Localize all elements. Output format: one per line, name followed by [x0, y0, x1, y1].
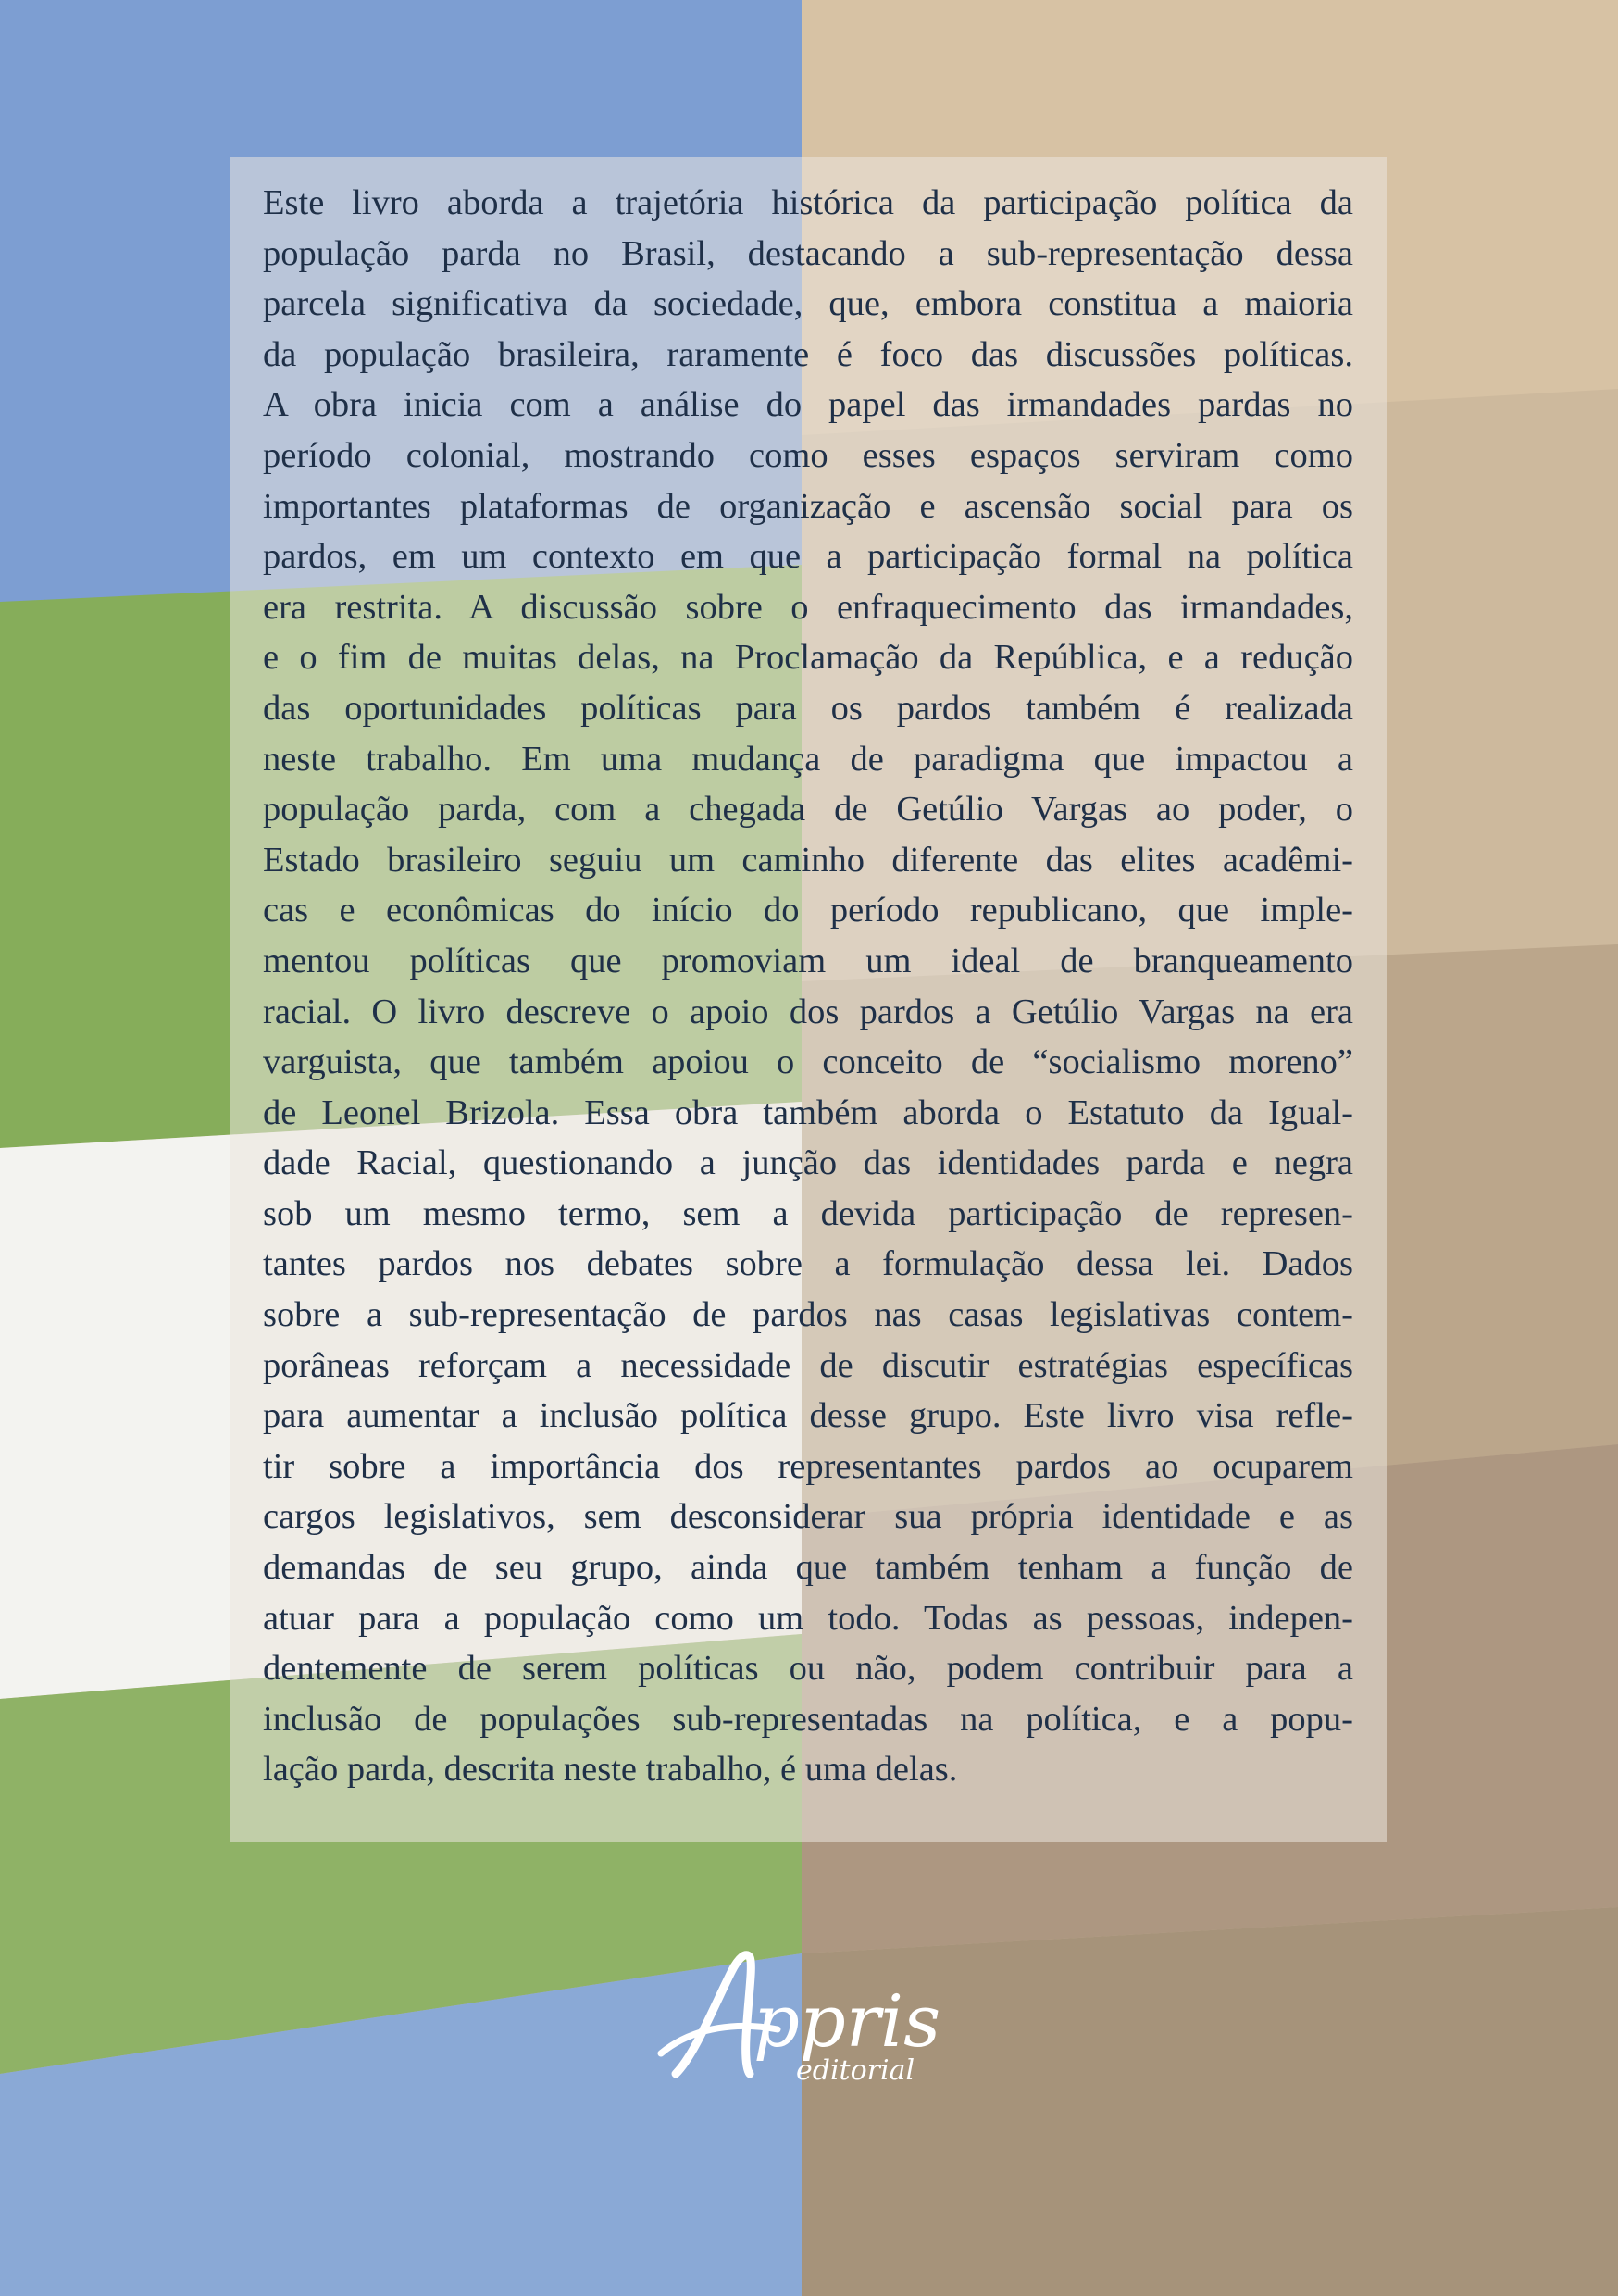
logo-subtitle: editorial: [796, 2054, 915, 2087]
blurb-line: pardos, em um contexto em que a participação formal na política: [263, 537, 1353, 577]
blurb-line: porâneas reforçam a necessidade de discutir estratégias específicas: [263, 1345, 1353, 1385]
blurb-line: tir sobre a importância dos representantes pardos ao ocuparem: [263, 1446, 1353, 1486]
blurb-line: das oportunidades políticas para os pardos também é realizada: [263, 688, 1353, 728]
blurb-line: atuar para a população como um todo. Todas as pessoas, indepen-: [263, 1598, 1353, 1638]
blurb-line: sobre a sub-representação de pardos nas casas legislativas contem-: [263, 1295, 1353, 1335]
blurb-line: parcela significativa da sociedade, que, embora constitua a maioria: [263, 284, 1353, 324]
blurb-line: para aumentar a inclusão política desse grupo. Este livro visa refle-: [263, 1396, 1353, 1436]
blurb-line: cas e econômicas do início do período republicano, que imple-: [263, 891, 1353, 930]
blurb-line: dade Racial, questionando a junção das identidades parda e negra: [263, 1143, 1353, 1183]
blurb-line: Estado brasileiro seguiu um caminho diferente das elites acadêmi-: [263, 840, 1353, 880]
blurb-line: demandas de seu grupo, ainda que também tenham a função de: [263, 1548, 1353, 1588]
blurb-line: neste trabalho. Em uma mudança de paradigma que impactou a: [263, 739, 1353, 779]
logo-wordmark: ppris: [753, 1980, 941, 2064]
blurb-line: importantes plataformas de organização e ascensão social para os: [263, 486, 1353, 526]
blurb-line: de Leonel Brizola. Essa obra também aborda o Estatuto da Igual-: [263, 1092, 1353, 1132]
blurb-line: sob um mesmo termo, sem a devida participação de represen-: [263, 1193, 1353, 1233]
blurb-line: inclusão de populações sub-representadas na política, e a popu-: [263, 1699, 1353, 1739]
appris-editorial-logo: [657, 1944, 972, 2092]
blurb-line: Este livro aborda a trajetória histórica da participação política da: [263, 183, 1353, 222]
blurb-line: população parda no Brasil, destacando a sub-representação dessa: [263, 233, 1353, 273]
blurb-line: período colonial, mostrando como esses espaços serviram como: [263, 435, 1353, 475]
blurb-line: tantes pardos nos debates sobre a formulação dessa lei. Dados: [263, 1244, 1353, 1284]
blurb-line: racial. O livro descreve o apoio dos pardos a Getúlio Vargas na era: [263, 992, 1353, 1031]
blurb-line: e o fim de muitas delas, na Proclamação da República, e a redução: [263, 638, 1353, 678]
back-cover-blurb: [263, 178, 1353, 1795]
back-cover-blurb-panel: [230, 157, 1387, 1842]
blurb-line: população parda, com a chegada de Getúlio Vargas ao poder, o: [263, 790, 1353, 830]
blurb-line: dentemente de serem políticas ou não, podem contribuir para a: [263, 1649, 1353, 1689]
blurb-line: varguista, que também apoiou o conceito de “socialismo moreno”: [263, 1042, 1353, 1082]
blurb-line: lação parda, descrita neste trabalho, é uma delas.: [263, 1750, 958, 1790]
blurb-line: cargos legislativos, sem desconsiderar sua própria identidade e as: [263, 1497, 1353, 1537]
blurb-line: mentou políticas que promoviam um ideal de branqueamento: [263, 941, 1353, 980]
blurb-line: A obra inicia com a análise do papel das irmandades pardas no: [263, 385, 1353, 425]
blurb-line: da população brasileira, raramente é foco das discussões políticas.: [263, 334, 1353, 374]
blurb-line: era restrita. A discussão sobre o enfraquecimento das irmandades,: [263, 587, 1353, 627]
